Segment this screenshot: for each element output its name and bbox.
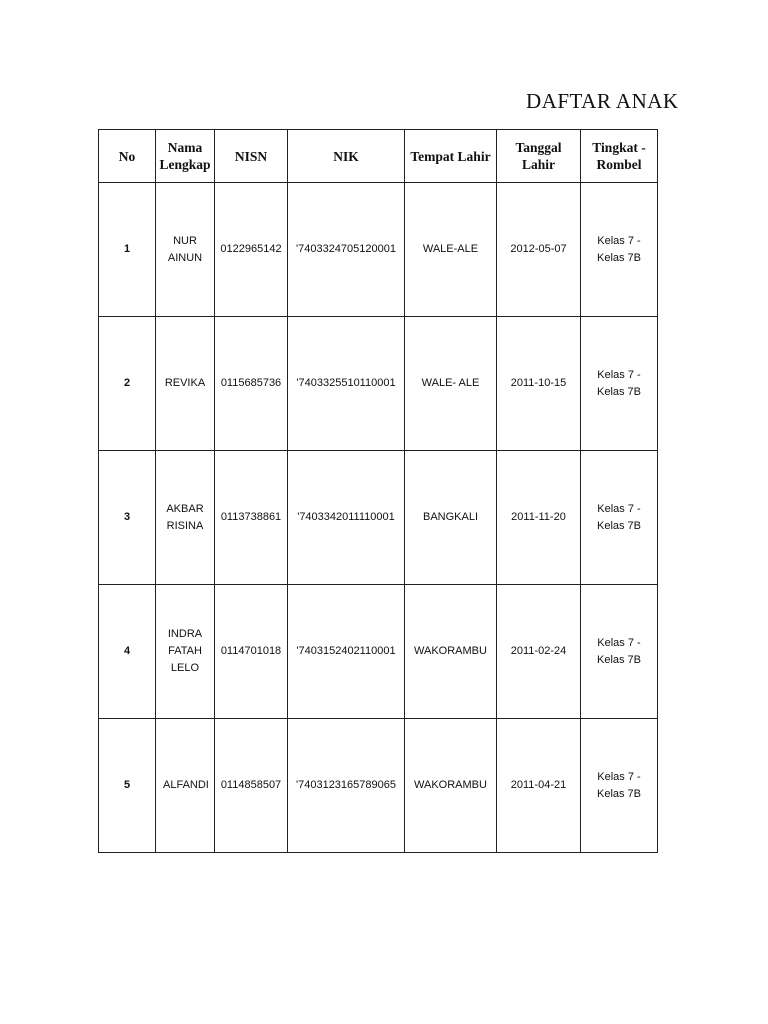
cell-tempat-lahir: WALE- ALE [405, 317, 497, 451]
header-tempat-lahir [405, 130, 497, 183]
cell-tingkat-rombel-text: Kelas 7 - Kelas 7B [596, 234, 642, 264]
cell-no: 2 [99, 317, 156, 451]
cell-tingkat-rombel-text: Kelas 7 - Kelas 7B [596, 502, 642, 532]
cell-nama [156, 451, 215, 585]
student-table [98, 129, 658, 853]
cell-nama [156, 317, 215, 451]
header-nisn: NISN [215, 130, 288, 183]
cell-nama-text: NUR AINUN [167, 234, 203, 264]
table-row [99, 451, 658, 585]
cell-nisn: 0113738861 [215, 451, 288, 585]
cell-tanggal-lahir: 2011-10-15 [497, 317, 581, 451]
cell-nik: '7403123165789065 [288, 719, 405, 853]
cell-nama [156, 585, 215, 719]
cell-nama-text: INDRA FATAH LELO [167, 628, 203, 674]
cell-nik: '7403325510110001 [288, 317, 405, 451]
cell-tingkat-rombel [581, 317, 658, 451]
header-nama-lengkap [156, 130, 215, 183]
table-row [99, 719, 658, 853]
header-no: No [99, 130, 156, 183]
cell-tingkat-rombel [581, 183, 658, 317]
cell-no: 1 [99, 183, 156, 317]
cell-no: 3 [99, 451, 156, 585]
cell-tanggal-lahir: 2011-04-21 [497, 719, 581, 853]
cell-tingkat-rombel [581, 719, 658, 853]
header-nama-lengkap-label: Nama Lengkap [159, 140, 211, 172]
table-row [99, 317, 658, 451]
cell-nik: '7403324705120001 [288, 183, 405, 317]
cell-nik: '7403152402110001 [288, 585, 405, 719]
cell-nama-text: AKBAR RISINA [166, 502, 204, 532]
cell-tingkat-rombel-text: Kelas 7 - Kelas 7B [596, 770, 642, 800]
cell-nama-text: REVIKA [164, 377, 206, 389]
cell-nisn: 0115685736 [215, 317, 288, 451]
cell-tanggal-lahir: 2012-05-07 [497, 183, 581, 317]
cell-nisn: 0122965142 [215, 183, 288, 317]
header-tempat-lahir-label: Tempat Lahir [410, 148, 491, 164]
cell-tanggal-lahir: 2011-02-24 [497, 585, 581, 719]
header-tanggal-lahir-label: Tanggal Lahir [515, 140, 562, 172]
cell-tingkat-rombel [581, 451, 658, 585]
cell-tingkat-rombel-text: Kelas 7 - Kelas 7B [596, 368, 642, 398]
cell-nik: '7403342011110001 [288, 451, 405, 585]
table-row [99, 585, 658, 719]
table-row [99, 183, 658, 317]
cell-tingkat-rombel [581, 585, 658, 719]
header-row [99, 130, 658, 183]
title-region [500, 86, 679, 120]
cell-nama [156, 183, 215, 317]
header-tingkat-rombel [581, 130, 658, 183]
cell-nama-text: ALFANDI [163, 779, 209, 791]
cell-tempat-lahir: WAKORAMBU [405, 719, 497, 853]
document-title: DAFTAR ANAK [526, 89, 679, 113]
cell-nisn: 0114701018 [215, 585, 288, 719]
cell-tanggal-lahir: 2011-11-20 [497, 451, 581, 585]
cell-nisn: 0114858507 [215, 719, 288, 853]
cell-tingkat-rombel-text: Kelas 7 - Kelas 7B [596, 636, 642, 666]
cell-no: 4 [99, 585, 156, 719]
header-nik: NIK [288, 130, 405, 183]
cell-tempat-lahir: BANGKALI [405, 451, 497, 585]
header-tanggal-lahir [497, 130, 581, 183]
cell-no: 5 [99, 719, 156, 853]
header-tingkat-rombel-label: Tingkat - Rombel [592, 140, 646, 172]
cell-tempat-lahir: WALE-ALE [405, 183, 497, 317]
cell-nama [156, 719, 215, 853]
cell-tempat-lahir: WAKORAMBU [405, 585, 497, 719]
